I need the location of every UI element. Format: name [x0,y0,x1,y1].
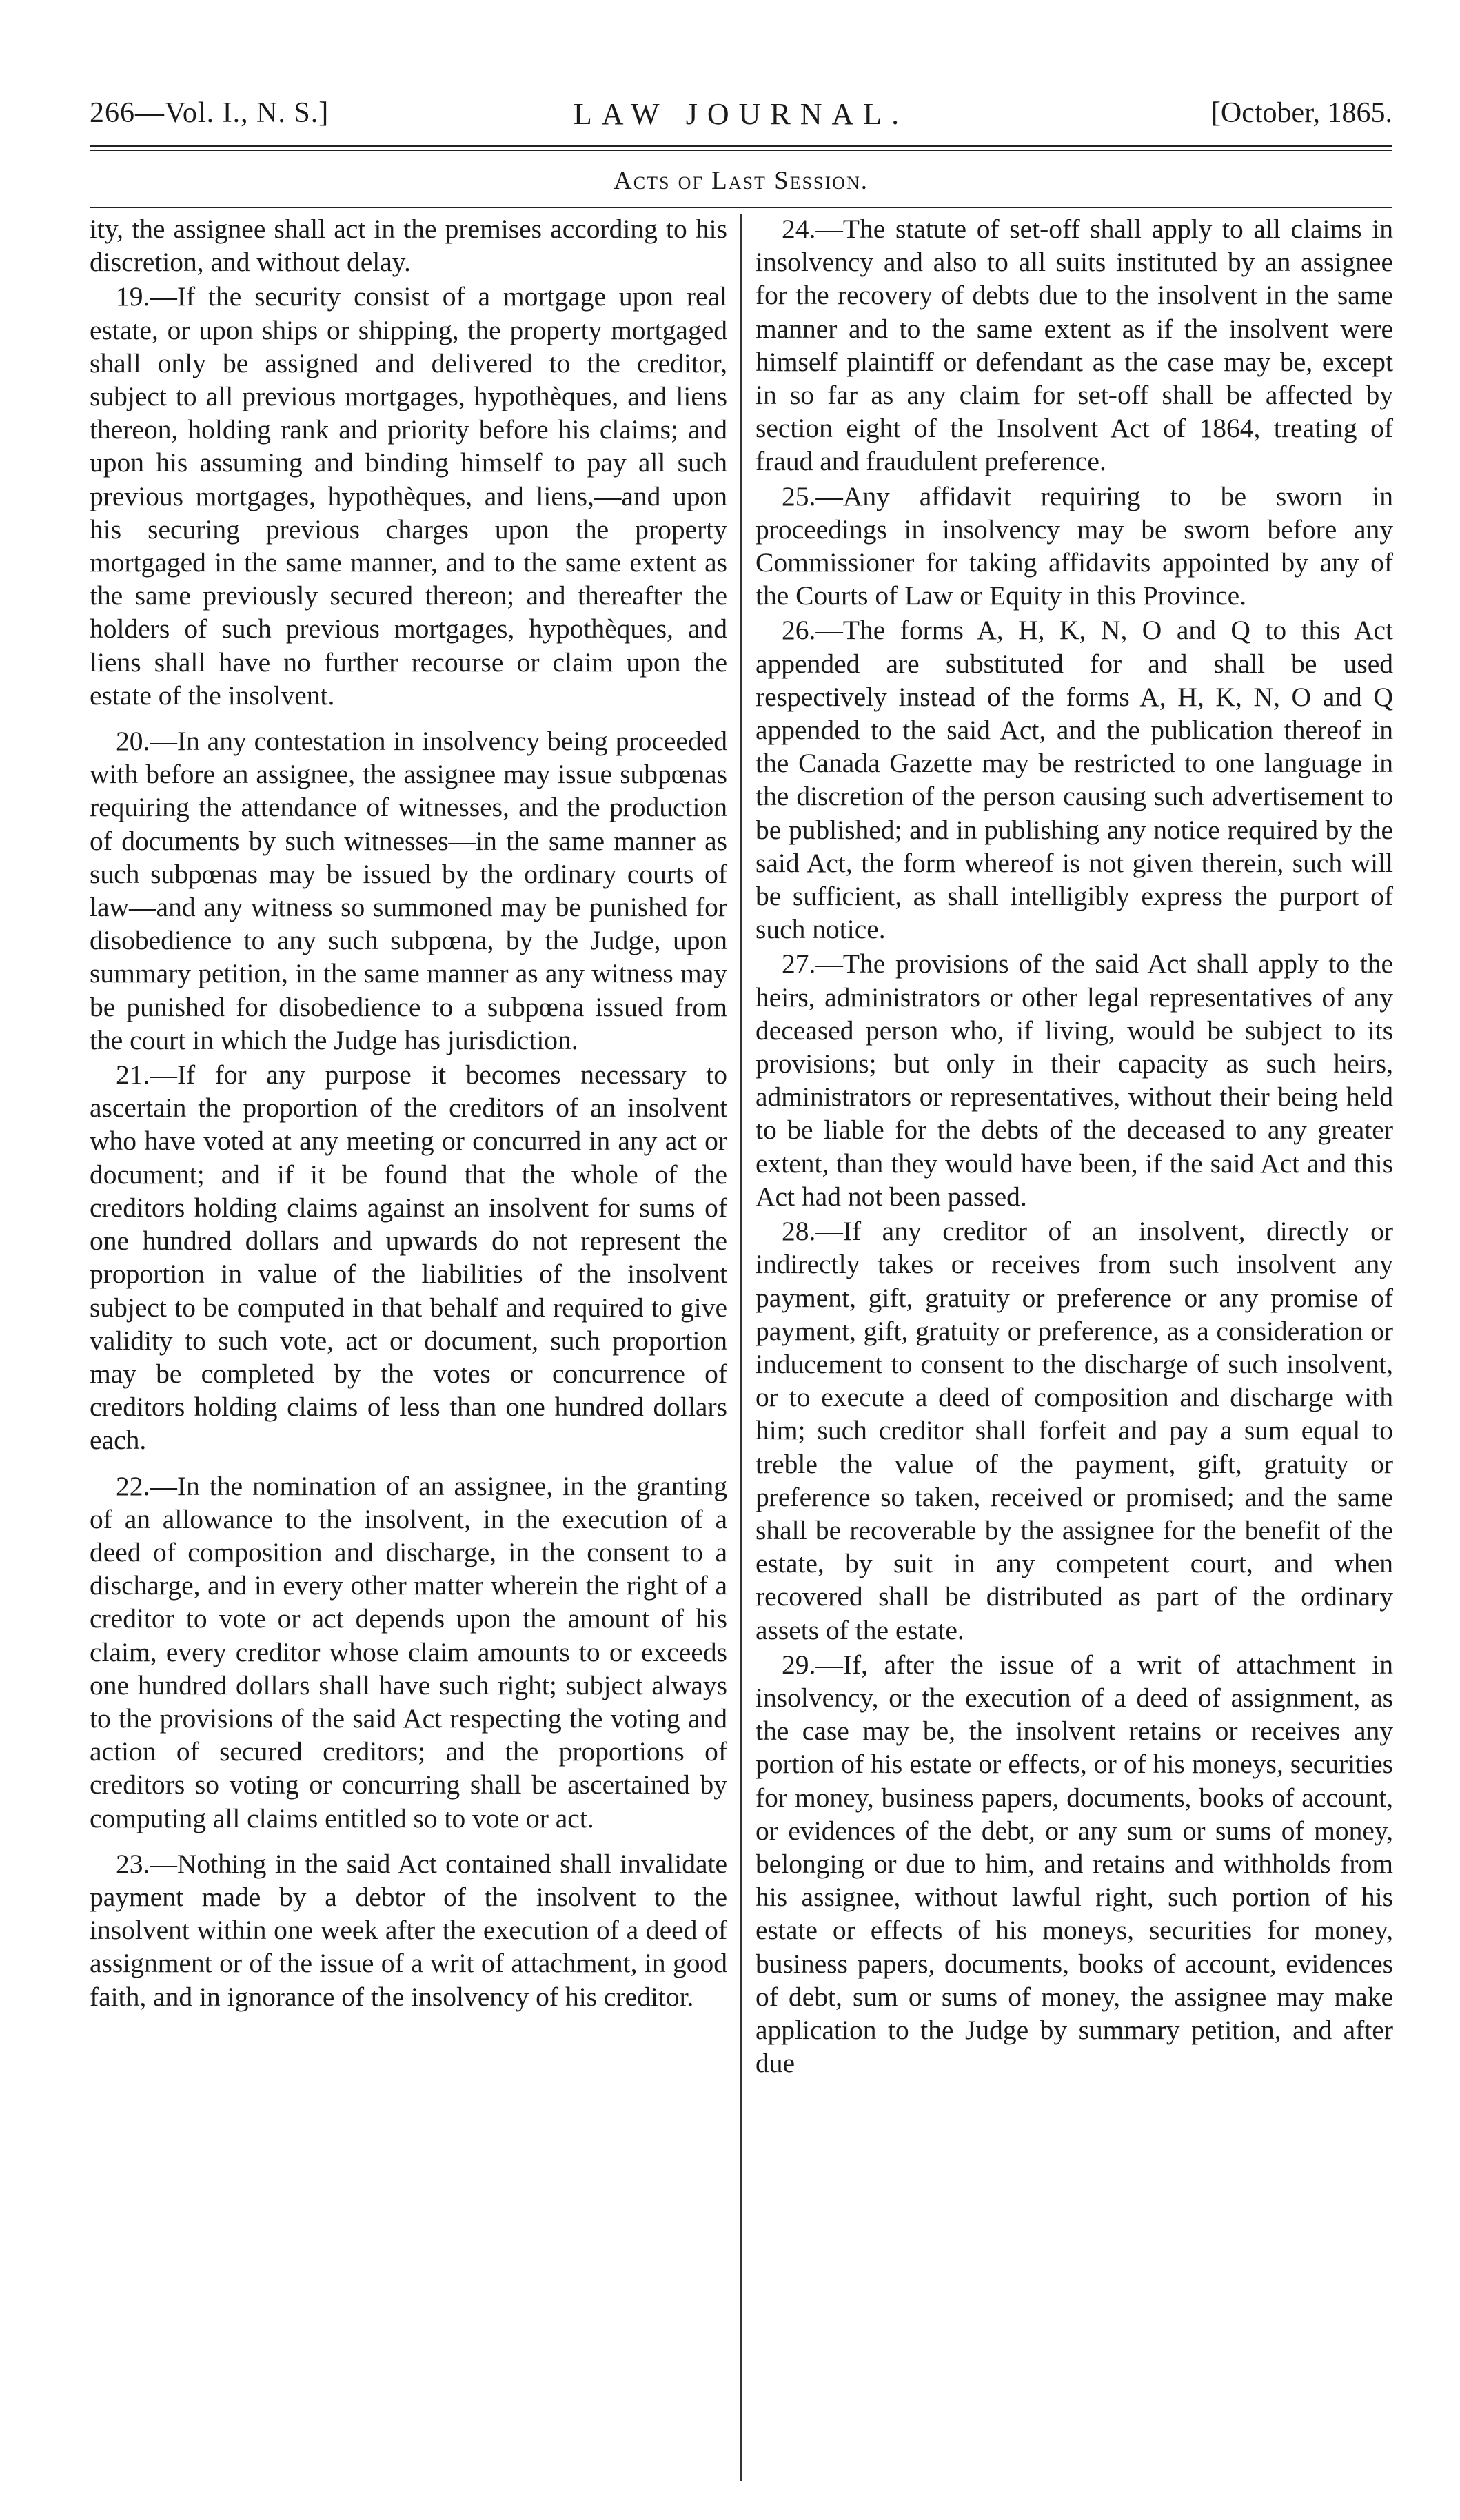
section-22-paragraph: 22.—In the nomination of an assignee, in the granting of an allowance to the insolvent, in the execution of a deed of composition and discharge, in the consent to a discharge, and in every other matter wherein the right of a creditor to vote or act depends upon the amount of his claim, every creditor whose claim amounts to or exceeds one hundred dollars shall have such right; subject always to the provisions of the said Act respecting the voting and action of secured creditors; and the proportions of creditors so voting or concurring shall be ascertained by computing all claims entitled so to vote or act. [90,1470,727,1833]
section-21-paragraph: 21.—If for any purpose it becomes necessary to ascertain the proportion of the creditors of an insolvent who have voted at any meeting or concurred in any act or document; and if it be found that the whole of the creditors holding claims against an insolvent for sums of one hundred dollars and upwards do not represent the proportion in value of the liabilities of the insolvent subject to be computed in that behalf and required to give validity to such vote, act or document, such proportion may be completed by the votes or concurrence of creditors holding claims of less than one hundred dollars each. [90,1059,727,1456]
section-23-paragraph: 23.—Nothing in the said Act contained shall invalidate payment made by a debtor of the insolvent to the insolvent within one week after the execution of a deed of assignment or of the issue of a writ of attachment, in good faith, and in ignorance of the insolvency of his creditor. [90,1848,727,2012]
section-26-paragraph: 26.—The forms A, H, K, N, O and Q to this Act appended are substituted for and shall be used respectively instead of the forms A, H, K, N, O and Q appended to the said Act, and the publication thereof in the Canada Gazette may be restricted to one language in the discretion of the person causing such advertisement to be published; and in publishing any notice required by the said Act, the form whereof is not given therein, such will be sufficient, as shall intelligibly express the purport of such notice. [756,615,1393,945]
continued-paragraph: ity, the assignee shall act in the premises according to his discretion, and without delay. [90,214,727,278]
right-column [756,212,1393,2080]
section-rule [90,207,1392,208]
column-divider [740,214,742,2481]
section-29-paragraph: 29.—If, after the issue of a writ of attachment in insolvency, or the execution of a deed of assignment, as the case may be, the insolvent retains or receives any portion of his estate or effects, or of his moneys, securities for money, business papers, documents, books of account, or evidences of the debt, or any sum or sums of money, belonging or due to him, and retains and withholds from his assignee, without lawful right, such portion of his estate or effects of his moneys, securities for money, business papers, documents, books of account, evidences of debt, sum or sums of money, the assignee may make application to the Judge by summary petition, and after due [756,1649,1393,2079]
left-column [90,212,727,2013]
journal-title: LAW JOURNAL. [573,97,909,131]
issue-date: [October, 1865. [1210,97,1392,129]
journal-page [90,96,1392,2488]
section-24-paragraph: 24.—The statute of set-off shall apply to all claims in insolvency and also to all suits instituted by an assignee for the recovery of debts due to the insolvent in the same manner and to the same extent as if the insolvent were himself plaintiff or defendant as the case may be, except in so far as any claim for set-off shall be affected by section eight of the Insolvent Act of 1864, treating of fraud and fraudulent preference. [756,214,1393,477]
section-title: Acts of Last Session. [614,167,869,195]
section-27-paragraph: 27.—The provisions of the said Act shall apply to the heirs, administrators or other legal representatives of any deceased person who, if living, would be subject to its provisions; but only in their capacity as such heirs, administrators or representatives, without their being held to be liable for the debts of the deceased to any greater extent, than they would have been, if the said Act and this Act had not been passed. [756,948,1393,1212]
text-columns [90,212,1392,2487]
page-volume-label: 266—Vol. I., N. S.] [90,97,329,129]
running-head [90,96,1392,139]
section-25-paragraph: 25.—Any affidavit requiring to be sworn in proceedings in insolvency may be sworn before any Commissioner for taking affidavits appointed by any of the Courts of Law or Equity in this Province. [756,480,1393,611]
section-20-paragraph: 20.—In any contestation in insolvency being proceeded with before an assignee, the assignee may issue subpœnas requiring the attendance of witnesses, and the production of documents by such witnesses—in the same manner as such subpœnas may be issued by the ordinary courts of law—and any witness so summoned may be punished for disobedience to any such subpœna, by the Judge, upon summary petition, in the same manner as any witness may be punished for disobedience to a subpœna issued from the court in which the Judge has jurisdiction. [90,726,727,1055]
header-double-rule [90,145,1392,151]
section-19-paragraph: 19.—If the security consist of a mortgage upon real estate, or upon ships or shipping, the property mortgaged shall only be assigned and delivered to the creditor, subject to all previous mortgages, hypothèques, and liens thereon, holding rank and priority before his claims; and upon his assuming and binding himself to pay all such previous mortgages, hypothèques, and liens,—and upon his securing previous charges upon the property mortgaged in the same manner, and to the same extent as the same previously secured thereon; and thereafter the holders of such previous mortgages, hypothèques, and liens shall have no further recourse or claim upon the estate of the insolvent. [90,281,727,711]
section-28-paragraph: 28.—If any creditor of an insolvent, directly or indirectly takes or receives from such insolvent any payment, gift, gratuity or preference or any promise of payment, gift, gratuity or preference, as a consideration or inducement to consent to the discharge of such insolvent, or to execute a deed of composition and discharge with him; such creditor shall forfeit and pay a sum equal to treble the value of the payment, gift, gratuity or preference so taken, received or promised; and the same shall be recoverable by the assignee for the benefit of the estate, by suit in any competent court, and when recovered shall be distributed as part of the ordinary assets of the estate. [756,1216,1393,1645]
